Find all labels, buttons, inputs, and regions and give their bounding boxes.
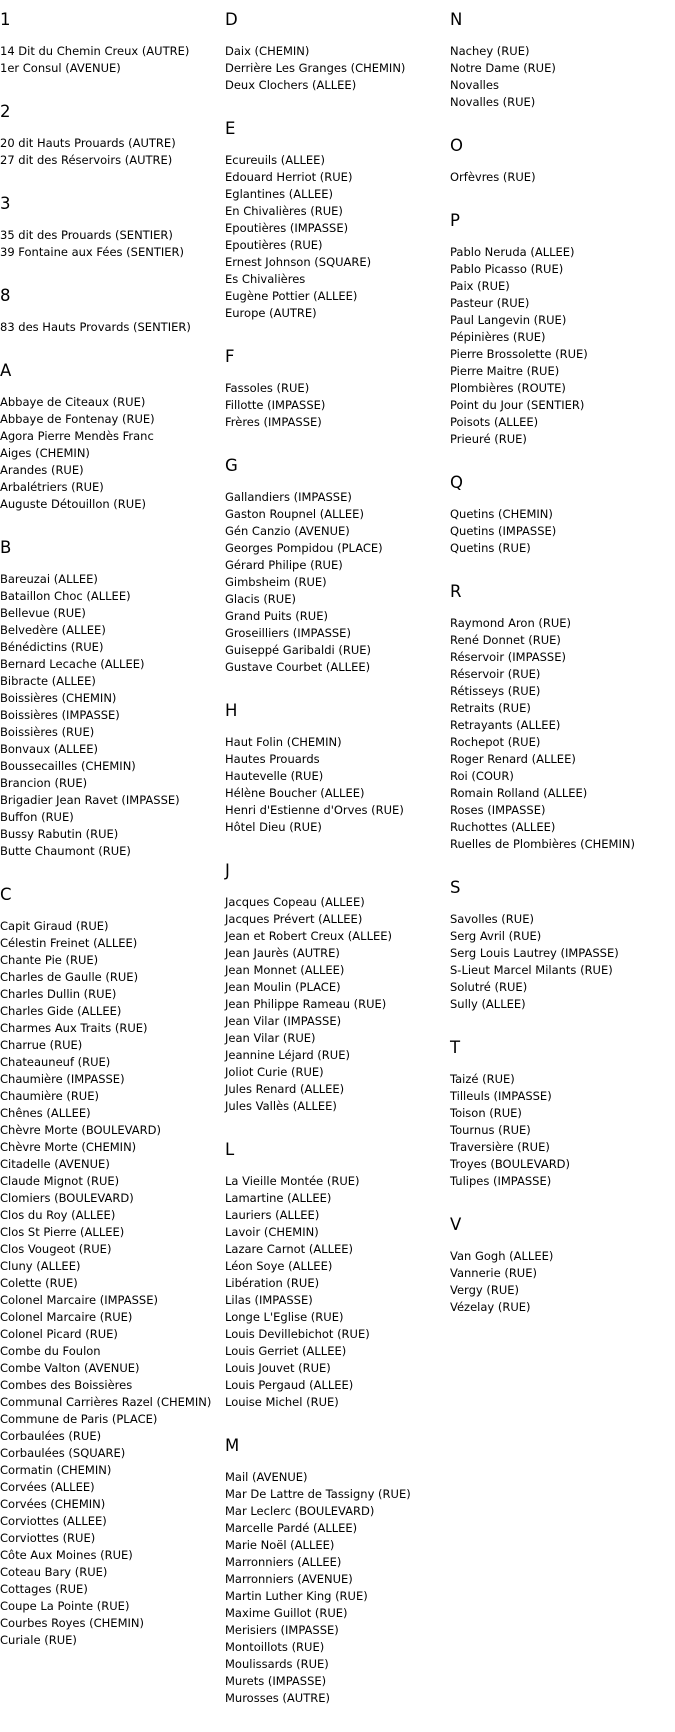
street-list-item: Serg Avril (RUE): [450, 929, 542, 943]
street-list-item: Jules Vallès (ALLEE): [225, 1099, 337, 1113]
letter-heading: 8: [0, 286, 11, 305]
street-list-item: 27 dit des Réservoirs (AUTRE): [0, 153, 173, 167]
street-list-item: Boissières (CHEMIN): [0, 691, 117, 705]
letter-heading: T: [450, 1038, 461, 1057]
street-list-item: Chaumière (IMPASSE): [0, 1072, 125, 1086]
street-index-column-3: [450, 10, 675, 1341]
street-list-item: Pierre Brossolette (RUE): [450, 347, 588, 361]
street-list-item: Charles Dullin (RUE): [0, 987, 117, 1001]
street-list-item: Groseilliers (IMPASSE): [225, 626, 351, 640]
street-list-item: Abbaye de Fontenay (RUE): [0, 412, 155, 426]
street-list: [225, 380, 440, 431]
letter-heading: V: [450, 1215, 462, 1234]
street-list: [0, 227, 215, 261]
street-list: [0, 319, 215, 336]
street-list-item: Quetins (RUE): [450, 541, 531, 555]
street-list: [450, 43, 675, 111]
street-list-item: Communal Carrières Razel (CHEMIN): [0, 1395, 212, 1409]
street-list-item: Prieuré (RUE): [450, 432, 527, 446]
letter-heading: B: [0, 538, 12, 557]
street-list-item: Clos St Pierre (ALLEE): [0, 1225, 125, 1239]
street-list-item: Arbalétriers (RUE): [0, 480, 104, 494]
street-list-item: Aiges (CHEMIN): [0, 446, 90, 460]
letter-heading: G: [225, 456, 238, 475]
street-list-item: Ernest Johnson (SQUARE): [225, 255, 372, 269]
street-list-item: Charrue (RUE): [0, 1038, 83, 1052]
street-list-item: Curiale (RUE): [0, 1633, 77, 1647]
street-list-item: Bussy Rabutin (RUE): [0, 827, 119, 841]
street-list-item: 83 des Hauts Provards (SENTIER): [0, 320, 191, 334]
street-list-item: Gén Canzio (AVENUE): [225, 524, 350, 538]
street-list-item: Joliot Curie (RUE): [225, 1065, 324, 1079]
letter-section: [225, 861, 440, 1115]
street-list-item: Agora Pierre Mendès Franc: [0, 429, 154, 443]
street-list-item: Louis Gerriet (ALLEE): [225, 1344, 347, 1358]
street-list-item: Chênes (ALLEE): [0, 1106, 91, 1120]
street-list-item: Bibracte (ALLEE): [0, 674, 96, 688]
street-list-item: Clos Vougeot (RUE): [0, 1242, 112, 1256]
letter-section: [225, 1140, 440, 1411]
street-list-item: Novalles: [450, 78, 499, 92]
letter-heading: 1: [0, 10, 11, 29]
street-list-item: Combe Valton (AVENUE): [0, 1361, 140, 1375]
street-list-item: René Donnet (RUE): [450, 633, 561, 647]
street-list-item: Butte Chaumont (RUE): [0, 844, 131, 858]
street-list-item: Jean Jaurès (AUTRE): [225, 946, 340, 960]
street-list-item: Gustave Courbet (ALLEE): [225, 660, 371, 674]
street-list-item: Epoutières (RUE): [225, 238, 323, 252]
street-list-item: Savolles (RUE): [450, 912, 534, 926]
street-list-item: Brigadier Jean Ravet (IMPASSE): [0, 793, 180, 807]
street-list-item: Hôtel Dieu (RUE): [225, 820, 322, 834]
street-list-item: Courbes Royes (CHEMIN): [0, 1616, 144, 1630]
street-list-item: Roi (COUR): [450, 769, 514, 783]
street-list-item: Cottages (RUE): [0, 1582, 88, 1596]
street-list-item: Hautevelle (RUE): [225, 769, 324, 783]
street-list-item: Gaston Roupnel (ALLEE): [225, 507, 364, 521]
letter-section: [225, 456, 440, 676]
street-list-item: Frères (IMPASSE): [225, 415, 322, 429]
letter-heading: L: [225, 1140, 235, 1159]
street-list-item: Buffon (RUE): [0, 810, 74, 824]
street-list-item: Combes des Boissières: [0, 1378, 133, 1392]
street-list-item: Eglantines (ALLEE): [225, 187, 333, 201]
street-list-item: Retraits (RUE): [450, 701, 531, 715]
letter-heading: M: [225, 1436, 240, 1455]
street-list-item: Eugène Pottier (ALLEE): [225, 289, 358, 303]
street-list-item: Novalles (RUE): [450, 95, 536, 109]
letter-section: [225, 1436, 440, 1707]
street-list-item: Murosses (AUTRE): [225, 1691, 330, 1705]
letter-section: [225, 701, 440, 836]
street-list-item: Clos du Roy (ALLEE): [0, 1208, 116, 1222]
street-list-item: Fillotte (IMPASSE): [225, 398, 326, 412]
street-list-item: Moulissards (RUE): [225, 1657, 329, 1671]
street-list-item: Deux Clochers (ALLEE): [225, 78, 357, 92]
letter-heading: F: [225, 347, 235, 366]
street-list-item: Lazare Carnot (ALLEE): [225, 1242, 354, 1256]
street-list-item: Lavoir (CHEMIN): [225, 1225, 319, 1239]
street-list-item: Colonel Marcaire (RUE): [0, 1310, 133, 1324]
street-list-item: Traversière (RUE): [450, 1140, 550, 1154]
street-list: [0, 918, 215, 1649]
street-list-item: Gérard Philipe (RUE): [225, 558, 343, 572]
letter-heading: D: [225, 10, 238, 29]
street-list-item: Henri d'Estienne d'Orves (RUE): [225, 803, 404, 817]
street-list-item: Chateauneuf (RUE): [0, 1055, 111, 1069]
street-list-item: Louis Jouvet (RUE): [225, 1361, 331, 1375]
street-list-item: Vannerie (RUE): [450, 1266, 537, 1280]
letter-section: [450, 878, 675, 1013]
letter-section: [450, 1215, 675, 1316]
street-list-item: Europe (AUTRE): [225, 306, 317, 320]
letter-section: [225, 119, 440, 322]
street-list-item: Chèvre Morte (CHEMIN): [0, 1140, 137, 1154]
street-list-item: Tilleuls (IMPASSE): [450, 1089, 552, 1103]
street-list-item: Jean Vilar (RUE): [225, 1031, 316, 1045]
street-list-item: Claude Mignot (RUE): [0, 1174, 120, 1188]
street-list-item: Nachey (RUE): [450, 44, 530, 58]
street-list-item: Paul Langevin (RUE): [450, 313, 567, 327]
street-list-item: Es Chivalières: [225, 272, 306, 286]
letter-section: [225, 10, 440, 94]
street-list: [225, 1469, 440, 1707]
street-list-item: Edouard Herriot (RUE): [225, 170, 353, 184]
street-list-item: Corbaulées (RUE): [0, 1429, 102, 1443]
street-list-item: Commune de Paris (PLACE): [0, 1412, 158, 1426]
street-list-item: Lamartine (ALLEE): [225, 1191, 332, 1205]
letter-section: [0, 102, 215, 169]
letter-heading: C: [0, 885, 12, 904]
street-list-item: Célestin Freinet (ALLEE): [0, 936, 138, 950]
letter-heading: 3: [0, 194, 11, 213]
street-list: [450, 1248, 675, 1316]
letter-section: [450, 473, 675, 557]
street-list-item: Côte Aux Moines (RUE): [0, 1548, 133, 1562]
street-list-item: 20 dit Hauts Prouards (AUTRE): [0, 136, 176, 150]
street-list-item: Auguste Détouillon (RUE): [0, 497, 146, 511]
street-list-item: Hélène Boucher (ALLEE): [225, 786, 365, 800]
street-list-item: Guiseppé Garibaldi (RUE): [225, 643, 372, 657]
street-list: [0, 394, 215, 513]
letter-heading: Q: [450, 473, 463, 492]
street-list-item: Serg Louis Lautrey (IMPASSE): [450, 946, 619, 960]
street-list-item: Louise Michel (RUE): [225, 1395, 339, 1409]
street-list-item: Notre Dame (RUE): [450, 61, 556, 75]
letter-section: [225, 347, 440, 431]
street-list-item: Solutré (RUE): [450, 980, 528, 994]
street-list: [0, 43, 215, 77]
street-list-item: Réservoir (IMPASSE): [450, 650, 566, 664]
street-list-item: Georges Pompidou (PLACE): [225, 541, 383, 555]
street-list: [0, 135, 215, 169]
street-list-item: Capit Giraud (RUE): [0, 919, 109, 933]
street-list-item: Murets (IMPASSE): [225, 1674, 327, 1688]
street-list-item: Pasteur (RUE): [450, 296, 530, 310]
street-list-item: Mar De Lattre de Tassigny (RUE): [225, 1487, 411, 1501]
letter-heading: R: [450, 582, 462, 601]
letter-heading: A: [0, 361, 12, 380]
letter-section: [450, 136, 675, 186]
letter-section: [0, 538, 215, 860]
street-list-item: Corvées (ALLEE): [0, 1480, 95, 1494]
letter-heading: P: [450, 211, 460, 230]
street-list-item: Montoillots (RUE): [225, 1640, 325, 1654]
street-list-item: Charmes Aux Traits (RUE): [0, 1021, 148, 1035]
street-list-item: Martin Luther King (RUE): [225, 1589, 368, 1603]
street-list-item: Pierre Maitre (RUE): [450, 364, 560, 378]
street-list-item: Bareuzai (ALLEE): [0, 572, 98, 586]
street-list: [450, 615, 675, 853]
street-list: [0, 571, 215, 860]
street-list-item: Corviottes (ALLEE): [0, 1514, 107, 1528]
street-list-item: Coteau Bary (RUE): [0, 1565, 108, 1579]
letter-section: [0, 194, 215, 261]
street-list-item: Libération (RUE): [225, 1276, 320, 1290]
street-list-item: Citadelle (AVENUE): [0, 1157, 110, 1171]
street-list-item: Longe L'Eglise (RUE): [225, 1310, 344, 1324]
street-list-item: Merisiers (IMPASSE): [225, 1623, 339, 1637]
street-list-item: Paix (RUE): [450, 279, 510, 293]
street-list-item: Tulipes (IMPASSE): [450, 1174, 552, 1188]
street-list-item: Charles de Gaulle (RUE): [0, 970, 139, 984]
street-list-item: Poisots (ALLEE): [450, 415, 539, 429]
street-list-item: Vergy (RUE): [450, 1283, 519, 1297]
street-list-item: Epoutières (IMPASSE): [225, 221, 349, 235]
street-list-item: La Vieille Montée (RUE): [225, 1174, 360, 1188]
street-list-item: Daix (CHEMIN): [225, 44, 310, 58]
street-list-item: Clomiers (BOULEVARD): [0, 1191, 134, 1205]
street-list-item: Réservoir (RUE): [450, 667, 541, 681]
street-list-item: S-Lieut Marcel Milants (RUE): [450, 963, 613, 977]
street-list-item: Combe du Foulon: [0, 1344, 101, 1358]
street-list-item: Chante Pie (RUE): [0, 953, 99, 967]
street-list-item: Ruchottes (ALLEE): [450, 820, 556, 834]
street-list-item: Louis Pergaud (ALLEE): [225, 1378, 354, 1392]
letter-section: [450, 1038, 675, 1190]
street-list-item: Ecureuils (ALLEE): [225, 153, 325, 167]
street-list-item: Quetins (IMPASSE): [450, 524, 557, 538]
letter-section: [450, 10, 675, 111]
street-list-item: 1er Consul (AVENUE): [0, 61, 121, 75]
street-list-item: Colette (RUE): [0, 1276, 78, 1290]
street-list: [225, 43, 440, 94]
street-list-item: Rochepot (RUE): [450, 735, 541, 749]
street-list-item: Bataillon Choc (ALLEE): [0, 589, 131, 603]
street-list-item: Derrière Les Granges (CHEMIN): [225, 61, 406, 75]
street-list: [225, 152, 440, 322]
street-list-item: 35 dit des Prouards (SENTIER): [0, 228, 173, 242]
street-list-item: Van Gogh (ALLEE): [450, 1249, 554, 1263]
street-list-item: Marronniers (AVENUE): [225, 1572, 353, 1586]
street-list-item: Colonel Picard (RUE): [0, 1327, 118, 1341]
street-list-item: Jeannine Léjard (RUE): [225, 1048, 350, 1062]
street-list-item: Raymond Aron (RUE): [450, 616, 572, 630]
street-list-item: Coupe La Pointe (RUE): [0, 1599, 130, 1613]
street-list-item: 39 Fontaine aux Fées (SENTIER): [0, 245, 184, 259]
letter-heading: J: [225, 861, 230, 880]
street-list-item: Glacis (RUE): [225, 592, 296, 606]
street-list-item: Louis Devillebichot (RUE): [225, 1327, 370, 1341]
street-list: [450, 911, 675, 1013]
street-list-item: En Chivalières (RUE): [225, 204, 343, 218]
street-list-item: Abbaye de Citeaux (RUE): [0, 395, 146, 409]
letter-heading: E: [225, 119, 236, 138]
street-list-item: Marronniers (ALLEE): [225, 1555, 342, 1569]
letter-section: [0, 286, 215, 336]
street-list-item: Orfèvres (RUE): [450, 170, 536, 184]
street-list-item: Marie Noël (ALLEE): [225, 1538, 335, 1552]
street-list: [225, 1173, 440, 1411]
letter-heading: 2: [0, 102, 11, 121]
letter-section: [450, 211, 675, 448]
street-list-item: Boissières (IMPASSE): [0, 708, 120, 722]
street-list-item: Mail (AVENUE): [225, 1470, 308, 1484]
street-list-item: Pablo Picasso (RUE): [450, 262, 564, 276]
street-list-item: Marcelle Pardé (ALLEE): [225, 1521, 358, 1535]
street-list-item: Cormatin (CHEMIN): [0, 1463, 112, 1477]
street-list: [450, 244, 675, 448]
street-list-item: Corvées (CHEMIN): [0, 1497, 106, 1511]
street-list-item: Charles Gide (ALLEE): [0, 1004, 122, 1018]
street-list-item: Tournus (RUE): [450, 1123, 531, 1137]
street-list-item: 14 Dit du Chemin Creux (AUTRE): [0, 44, 190, 58]
street-list-item: Point du Jour (SENTIER): [450, 398, 585, 412]
street-list-item: Taizé (RUE): [450, 1072, 515, 1086]
street-list-item: Lauriers (ALLEE): [225, 1208, 320, 1222]
street-list-item: Hautes Prouards: [225, 752, 320, 766]
street-list: [225, 894, 440, 1115]
street-list-item: Lilas (IMPASSE): [225, 1293, 313, 1307]
street-index-column-2: [225, 10, 440, 1732]
street-list-item: Corbaulées (SQUARE): [0, 1446, 126, 1460]
street-list-item: Fassoles (RUE): [225, 381, 310, 395]
street-list-item: Bonvaux (ALLEE): [0, 742, 99, 756]
street-list: [450, 169, 675, 186]
street-list-item: Cluny (ALLEE): [0, 1259, 81, 1273]
street-list-item: Pépinières (RUE): [450, 330, 546, 344]
street-list-item: Boissières (RUE): [0, 725, 95, 739]
street-list-item: Mar Leclerc (BOULEVARD): [225, 1504, 375, 1518]
street-list: [225, 489, 440, 676]
street-list-item: Bellevue (RUE): [0, 606, 86, 620]
street-list-item: Léon Soye (ALLEE): [225, 1259, 333, 1273]
street-list-item: Gimbsheim (RUE): [225, 575, 327, 589]
street-list-item: Grand Puits (RUE): [225, 609, 328, 623]
street-list-item: Jean Monnet (ALLEE): [225, 963, 345, 977]
letter-section: [0, 361, 215, 513]
letter-heading: O: [450, 136, 463, 155]
letter-heading: S: [450, 878, 461, 897]
street-list-item: Pablo Neruda (ALLEE): [450, 245, 575, 259]
street-list-item: Jean Vilar (IMPASSE): [225, 1014, 342, 1028]
street-list-item: Boussecailles (CHEMIN): [0, 759, 136, 773]
street-list-item: Jacques Copeau (ALLEE): [225, 895, 365, 909]
letter-section: [450, 582, 675, 853]
street-list-item: Retrayants (ALLEE): [450, 718, 561, 732]
street-list-item: Chaumière (RUE): [0, 1089, 99, 1103]
street-list-item: Jean Philippe Rameau (RUE): [225, 997, 387, 1011]
street-list-item: Rétisseys (RUE): [450, 684, 541, 698]
street-list-item: Toison (RUE): [450, 1106, 522, 1120]
street-list-item: Quetins (CHEMIN): [450, 507, 553, 521]
street-list-item: Bénédictins (RUE): [0, 640, 104, 654]
street-list-item: Belvedère (ALLEE): [0, 623, 106, 637]
street-index-column-1: [0, 10, 215, 1674]
street-list-item: Bernard Lecache (ALLEE): [0, 657, 145, 671]
letter-section: [0, 885, 215, 1649]
street-list-item: Brancion (RUE): [0, 776, 88, 790]
street-list-item: Corviottes (RUE): [0, 1531, 96, 1545]
street-list: [225, 734, 440, 836]
street-list-item: Vézelay (RUE): [450, 1300, 531, 1314]
letter-heading: N: [450, 10, 463, 29]
street-list: [450, 506, 675, 557]
letter-heading: H: [225, 701, 238, 720]
street-list-item: Sully (ALLEE): [450, 997, 526, 1011]
street-list-item: Maxime Guillot (RUE): [225, 1606, 348, 1620]
street-list-item: Roses (IMPASSE): [450, 803, 546, 817]
street-list-item: Romain Rolland (ALLEE): [450, 786, 588, 800]
street-list-item: Jean et Robert Creux (ALLEE): [225, 929, 392, 943]
street-list-item: Chèvre Morte (BOULEVARD): [0, 1123, 161, 1137]
street-list-item: Colonel Marcaire (IMPASSE): [0, 1293, 158, 1307]
street-list: [450, 1071, 675, 1190]
street-list-item: Jules Renard (ALLEE): [225, 1082, 345, 1096]
street-list-item: Gallandiers (IMPASSE): [225, 490, 352, 504]
letter-section: [0, 10, 215, 77]
street-list-item: Jacques Prévert (ALLEE): [225, 912, 363, 926]
street-list-item: Troyes (BOULEVARD): [450, 1157, 571, 1171]
street-list-item: Arandes (RUE): [0, 463, 84, 477]
street-list-item: Plombières (ROUTE): [450, 381, 566, 395]
street-list-item: Ruelles de Plombières (CHEMIN): [450, 837, 635, 851]
street-list-item: Jean Moulin (PLACE): [225, 980, 341, 994]
street-list-item: Roger Renard (ALLEE): [450, 752, 576, 766]
street-list-item: Haut Folin (CHEMIN): [225, 735, 342, 749]
